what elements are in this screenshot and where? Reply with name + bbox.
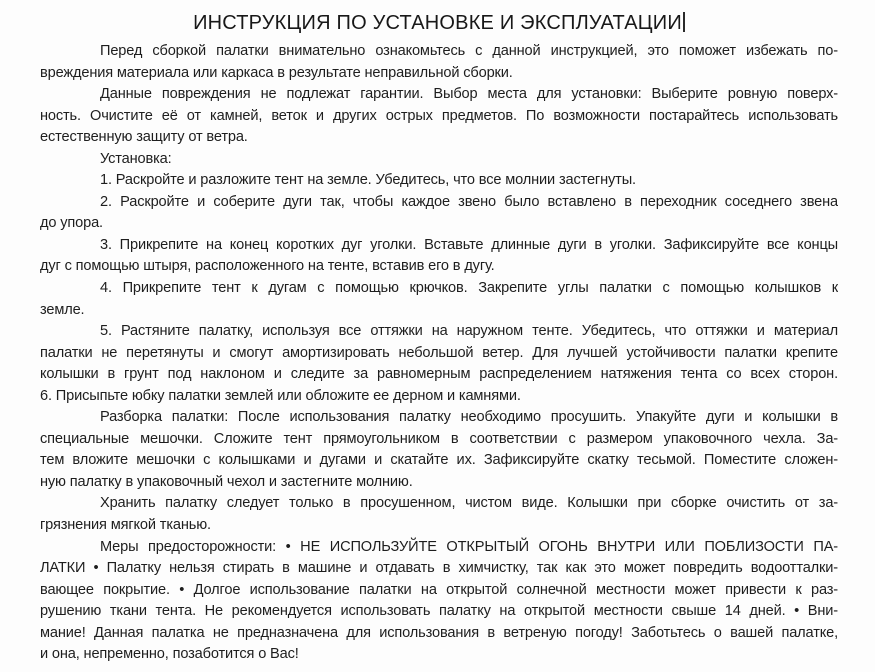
text-line[interactable]: грязнения мягкой тканью. xyxy=(40,517,211,534)
text-line[interactable]: Установка: xyxy=(100,150,172,167)
document-body[interactable] xyxy=(40,41,838,666)
text-line[interactable]: ЛАТКИ • Палатку нельзя стирать в машине и отдавать в химчистку, так как это может повредить водоотталки- xyxy=(40,560,838,577)
text-line[interactable]: земле. xyxy=(40,301,85,318)
text-line[interactable]: Хранить палатку следует только в просушенном, чистом виде. Колышки при сборке очистить от за- xyxy=(100,495,838,512)
text-line[interactable]: Меры предосторожности: • НЕ ИСПОЛЬЗУЙТЕ ОТКРЫТЫЙ ОГОНЬ ВНУТРИ ИЛИ ПОБЛИЗОСТИ ПА- xyxy=(100,538,838,555)
text-line[interactable]: вреждения материала или каркаса в результате неправильной сборки. xyxy=(40,64,513,81)
text-line[interactable]: колышки в грунт под наклоном и следите за равномерным распределением натяжения тента со всех сторон. xyxy=(40,366,838,383)
text-line[interactable]: мание! Данная палатка не предназначена для использования в ветреную погоду! Заботьтесь о вашей палатке, xyxy=(40,624,838,641)
document-title[interactable] xyxy=(40,8,838,38)
text-line[interactable]: тем вложите мешочки с колышками и дугами и скатайте их. Зафиксируйте скатку тесьмой. Поместите сложен- xyxy=(40,452,838,469)
text-line[interactable]: Данные повреждения не подлежат гарантии. Выбор места для установки: Выберите ровную поверх- xyxy=(100,86,838,103)
text-line[interactable]: специальные мешочки. Сложите тент прямоугольником в соответствии с размером упаковочного чехла. За- xyxy=(40,430,838,447)
document-title-text: ИНСТРУКЦИЯ ПО УСТАНОВКЕ И ЭКСПЛУАТАЦИИ xyxy=(193,12,682,34)
text-line[interactable]: 1. Раскройте и разложите тент на земле. Убедитесь, что все молнии застегнуты. xyxy=(100,172,636,189)
text-line[interactable]: палатки не перетянуты и смогут амортизировать небольшой ветер. Для лучшей устойчивости палатки крепите xyxy=(40,344,838,361)
text-line[interactable]: ность. Очистите её от камней, веток и других острых предметов. По возможности постарайтесь использовать xyxy=(40,107,838,124)
text-line[interactable]: 4. Прикрепите тент к дугам с помощью крючков. Закрепите углы палатки с помощью колышков к xyxy=(100,280,838,297)
text-line[interactable]: 2. Раскройте и соберите дуги так, чтобы каждое звено было вставлено в переходник соседнего звена xyxy=(100,193,838,210)
text-line[interactable]: и она, непременно, позаботится о Вас! xyxy=(40,646,299,663)
text-line[interactable]: 3. Прикрепите на конец коротких дуг уголки. Вставьте длинные дуги в уголки. Зафиксируйте все концы xyxy=(100,236,838,253)
text-line[interactable]: ную палатку в упаковочный чехол и застегните молнию. xyxy=(40,473,413,490)
text-line[interactable]: Перед сборкой палатки внимательно ознакомьтесь с данной инструкцией, это поможет избежать по- xyxy=(100,43,838,59)
text-line[interactable]: дуг с помощью штыря, расположенного на тенте, вставив его в дугу. xyxy=(40,258,495,275)
text-cursor xyxy=(683,12,685,32)
text-line[interactable]: 5. Растяните палатку, используя все оттяжки на наружном тенте. Убедитесь, что оттяжки и материал xyxy=(100,323,838,340)
text-line[interactable]: рушению ткани тента. Не рекомендуется использовать палатку на открытой местности свыше 14 дней. • Вни- xyxy=(40,603,838,620)
text-line[interactable]: Разборка палатки: После использования палатку необходимо просушить. Упакуйте дуги и колышки в xyxy=(100,409,838,426)
text-line[interactable]: до упора. xyxy=(40,215,103,232)
text-line[interactable]: 6. Присыпьте юбку палатки землей или обложите ее дерном и камнями. xyxy=(40,387,521,404)
text-line[interactable]: вающее покрытие. • Долгое использование палатки на открытой солнечной местности может привести к раз- xyxy=(40,581,838,598)
text-line[interactable]: естественную защиту от ветра. xyxy=(40,129,248,146)
